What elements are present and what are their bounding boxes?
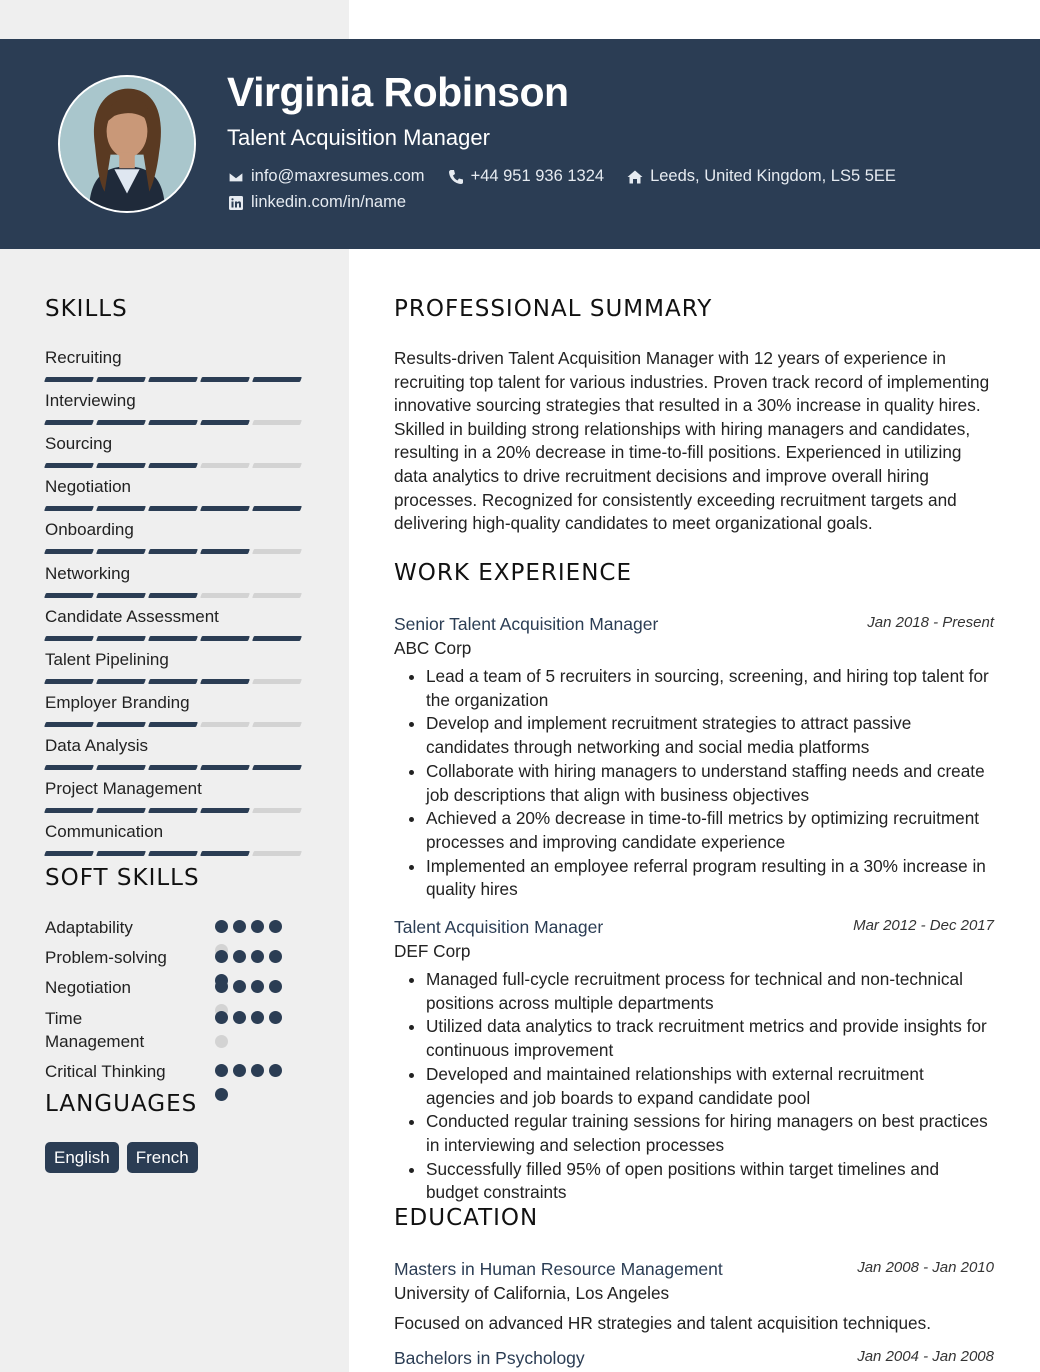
skill-level-segment	[96, 636, 146, 641]
skill-label: Recruiting	[45, 348, 122, 367]
skill-level-segment	[252, 851, 302, 856]
skill-level-segment	[252, 765, 302, 770]
skill-item	[45, 519, 305, 554]
rating-dot	[251, 950, 264, 963]
skill-level-segment	[96, 420, 146, 425]
skill-level-bar	[45, 506, 305, 511]
education-entry	[394, 1346, 994, 1370]
skill-level-segment	[96, 506, 146, 511]
skill-level-bar	[45, 463, 305, 468]
skill-level-segment	[200, 549, 250, 554]
language-tag: English	[45, 1142, 119, 1173]
skill-label: Sourcing	[45, 434, 113, 454]
candidate-name: Virginia Robinson	[227, 69, 569, 115]
skill-level-segment	[200, 679, 250, 684]
rating-dot	[251, 1064, 264, 1077]
language-tag: French	[127, 1142, 198, 1173]
skill-label: Talent Pipelining	[45, 649, 169, 669]
job-company: ABC Corp	[394, 638, 472, 658]
contact-row-secondary	[227, 193, 428, 212]
skill-level-segment	[44, 463, 94, 468]
rating-dot	[251, 980, 264, 993]
rating-dot	[215, 980, 228, 993]
skill-level-segment	[96, 808, 146, 813]
contact-phone[interactable]	[447, 167, 605, 186]
soft-skill-label: Problem-solving	[45, 948, 167, 967]
rating-dot	[269, 980, 282, 993]
rating-dot	[215, 1011, 228, 1024]
rating-dot	[251, 1011, 264, 1024]
skill-level-bar	[45, 722, 305, 727]
skill-level-segment	[252, 420, 302, 425]
skill-level-segment	[96, 765, 146, 770]
job-entry	[394, 612, 994, 902]
skill-level-segment	[44, 851, 94, 856]
skill-label: Negotiation	[45, 477, 132, 497]
skill-label: Project Management	[45, 779, 202, 798]
skill-level-bar	[45, 377, 305, 382]
rating-dot	[215, 1064, 228, 1077]
skill-level-segment	[200, 722, 250, 727]
skill-level-bar	[45, 679, 305, 684]
email-text: info@maxresumes.com	[251, 167, 425, 185]
skill-level-segment	[200, 506, 250, 511]
envelope-icon	[227, 168, 245, 186]
rating-dot	[269, 1011, 282, 1024]
skill-level-segment	[148, 377, 198, 382]
job-bullet: • Lead a team of 5 recruiters in sourcing, screening, and hiring top talent for the organization	[426, 665, 994, 712]
skill-item	[45, 692, 305, 727]
rating-dot	[233, 950, 246, 963]
skill-level-segment	[96, 377, 146, 382]
skill-item	[45, 390, 305, 425]
skill-level-segment	[96, 722, 146, 727]
skill-item	[45, 347, 305, 382]
skill-level-segment	[44, 679, 94, 684]
phone-icon	[447, 168, 465, 186]
skill-level-segment	[200, 463, 250, 468]
skill-level-bar	[45, 636, 305, 641]
skill-level-segment	[200, 420, 250, 425]
skill-level-segment	[252, 506, 302, 511]
skill-level-bar	[45, 808, 305, 813]
degree-name: Bachelors in Psychology	[394, 1348, 585, 1368]
skill-level-segment	[96, 679, 146, 684]
skill-level-segment	[252, 679, 302, 684]
skill-level-segment	[96, 593, 146, 598]
soft-skill-label: Time Management	[45, 1009, 145, 1051]
job-dates: Mar 2012 - Dec 2017	[853, 917, 994, 934]
linkedin-text: linkedin.com/in/name	[251, 193, 406, 211]
soft-skill-label: Critical Thinking	[45, 1062, 166, 1081]
rating-dot	[269, 920, 282, 933]
skill-level-bar	[45, 549, 305, 554]
rating-dot	[215, 1035, 228, 1048]
rating-dot	[251, 920, 264, 933]
skill-level-segment	[252, 808, 302, 813]
education-dates: Jan 2008 - Jan 2010	[857, 1259, 994, 1276]
soft-skills-heading: SOFT SKILLS	[45, 865, 200, 891]
job-bullet: • Collaborate with hiring managers to understand staffing needs and create job descriptions that align with business objectives	[426, 760, 994, 807]
skill-level-segment	[200, 636, 250, 641]
job-dates: Jan 2018 - Present	[867, 614, 994, 631]
skill-item	[45, 563, 305, 598]
skill-item	[45, 649, 305, 684]
skill-level-segment	[148, 808, 198, 813]
job-bullets	[394, 968, 994, 1205]
skill-level-segment	[148, 636, 198, 641]
rating-dot	[269, 1064, 282, 1077]
skill-level-segment	[200, 765, 250, 770]
soft-skill-rating	[215, 1011, 287, 1059]
rating-dot	[233, 1011, 246, 1024]
job-company: DEF Corp	[394, 941, 471, 961]
skill-level-segment	[252, 549, 302, 554]
school-name: University of California, Los Angeles	[394, 1283, 670, 1303]
skill-level-segment	[96, 549, 146, 554]
skill-level-segment	[44, 506, 94, 511]
home-icon	[626, 168, 644, 186]
contact-location	[626, 167, 896, 186]
skill-level-bar	[45, 420, 305, 425]
skill-level-segment	[252, 463, 302, 468]
skill-level-bar	[45, 593, 305, 598]
skill-level-segment	[44, 377, 94, 382]
skill-item	[45, 778, 305, 813]
skill-level-segment	[44, 808, 94, 813]
skills-heading: SKILLS	[45, 296, 128, 322]
skill-item	[45, 606, 305, 641]
job-bullet: • Managed full-cycle recruitment process for technical and non-technical positions across multiple departments	[426, 968, 994, 1015]
skill-item	[45, 735, 305, 770]
skill-label: Interviewing	[45, 391, 136, 411]
rating-dot	[269, 950, 282, 963]
skill-level-segment	[252, 593, 302, 598]
job-entry	[394, 915, 994, 1205]
rating-dot	[233, 980, 246, 993]
skill-level-segment	[148, 463, 198, 468]
summary-heading: PROFESSIONAL SUMMARY	[394, 296, 713, 322]
skill-level-segment	[252, 636, 302, 641]
skill-label: Candidate Assessment	[45, 606, 219, 626]
soft-skill-label: Negotiation	[45, 978, 132, 997]
skill-level-segment	[148, 679, 198, 684]
education-heading: EDUCATION	[394, 1205, 539, 1231]
linkedin-icon	[227, 194, 245, 212]
skill-level-segment	[200, 851, 250, 856]
skill-level-segment	[44, 549, 94, 554]
skill-level-segment	[252, 722, 302, 727]
header-banner	[0, 39, 1040, 249]
job-bullet: • Developed and maintained relationships with external recruitment agencies and job boards to expand candidate pool	[426, 1063, 994, 1110]
location-text: Leeds, United Kingdom, LS5 5EE	[650, 167, 896, 185]
education-entry	[394, 1257, 994, 1335]
job-bullets	[394, 665, 994, 902]
skill-item	[45, 433, 305, 468]
job-bullet: • Utilized data analytics to track recruitment metrics and provide insights for continuous improvement	[426, 1015, 994, 1062]
degree-name: Masters in Human Resource Management	[394, 1259, 723, 1279]
skill-level-segment	[44, 765, 94, 770]
skill-level-segment	[96, 851, 146, 856]
soft-skill-label: Adaptability	[45, 918, 133, 937]
job-bullet: • Achieved a 20% decrease in time-to-fill metrics by optimizing recruitment processes and improving candidate experience	[426, 807, 994, 854]
skill-level-segment	[200, 593, 250, 598]
skill-level-segment	[44, 722, 94, 727]
skill-level-segment	[148, 506, 198, 511]
skill-label: Data Analysis	[45, 735, 148, 755]
rating-dot	[215, 920, 228, 933]
skill-label: Networking	[45, 563, 131, 583]
job-bullet: • Develop and implement recruitment strategies to attract passive candidates through networking and social media platforms	[426, 712, 994, 759]
skill-level-segment	[200, 808, 250, 813]
skill-level-segment	[44, 420, 94, 425]
skill-level-bar	[45, 851, 305, 856]
job-bullet: • Conducted regular training sessions for hiring managers on best practices in interviewing and selection processes	[426, 1110, 994, 1157]
languages-list	[45, 1142, 206, 1173]
skill-level-segment	[148, 851, 198, 856]
skill-level-segment	[148, 549, 198, 554]
skill-level-segment	[148, 420, 198, 425]
skill-label: Employer Branding	[45, 692, 190, 712]
skill-level-segment	[44, 593, 94, 598]
skill-item	[45, 476, 305, 511]
job-role: Senior Talent Acquisition Manager	[394, 614, 659, 634]
rating-dot	[233, 1064, 246, 1077]
education-description: Focused on advanced HR strategies and talent acquisition techniques.	[394, 1313, 931, 1333]
contact-email[interactable]	[227, 167, 425, 186]
skill-level-segment	[200, 377, 250, 382]
job-bullet: • Implemented an employee referral program resulting in a 30% increase in quality hires	[426, 855, 994, 902]
soft-skill-rating	[215, 1064, 287, 1112]
job-bullet: • Successfully filled 95% of open positions within target timelines and budget constraints	[426, 1158, 994, 1205]
skill-label: Onboarding	[45, 520, 134, 540]
rating-dot	[233, 920, 246, 933]
skill-item	[45, 821, 305, 856]
contact-linkedin[interactable]	[227, 193, 406, 212]
candidate-title: Talent Acquisition Manager	[227, 125, 490, 150]
skill-level-segment	[148, 765, 198, 770]
phone-text: +44 951 936 1324	[470, 167, 605, 185]
skill-level-segment	[252, 377, 302, 382]
rating-dot	[215, 950, 228, 963]
work-experience-heading: WORK EXPERIENCE	[394, 560, 633, 586]
skill-level-segment	[148, 722, 198, 727]
profile-photo	[58, 75, 196, 213]
job-role: Talent Acquisition Manager	[394, 917, 604, 937]
contact-row-primary	[227, 167, 918, 186]
skill-level-segment	[96, 463, 146, 468]
skill-label: Communication	[45, 822, 164, 842]
skill-level-bar	[45, 765, 305, 770]
education-dates: Jan 2004 - Jan 2008	[857, 1348, 994, 1365]
summary-text: Results-driven Talent Acquisition Manager with 12 years of experience in recruiting top talent for various industries. Proven track record of implementing innovative sourcing strategies that resulted in a 30% increase in quality hires. Skilled in building strong relationships with hiring managers and candidates, resulting in a 20% decrease in time-to-fill positions. Experienced in utilizing data analytics to drive recruitment decisions and improve overall hiring processes. Recognized for consistently exceeding recruitment targets and delivering high-quality candidates to meet organizational goals.	[394, 348, 990, 534]
skill-level-segment	[148, 593, 198, 598]
languages-heading: LANGUAGES	[45, 1091, 198, 1117]
rating-dot	[215, 1088, 228, 1101]
avatar-portrait-icon	[60, 77, 194, 211]
skill-level-segment	[44, 636, 94, 641]
